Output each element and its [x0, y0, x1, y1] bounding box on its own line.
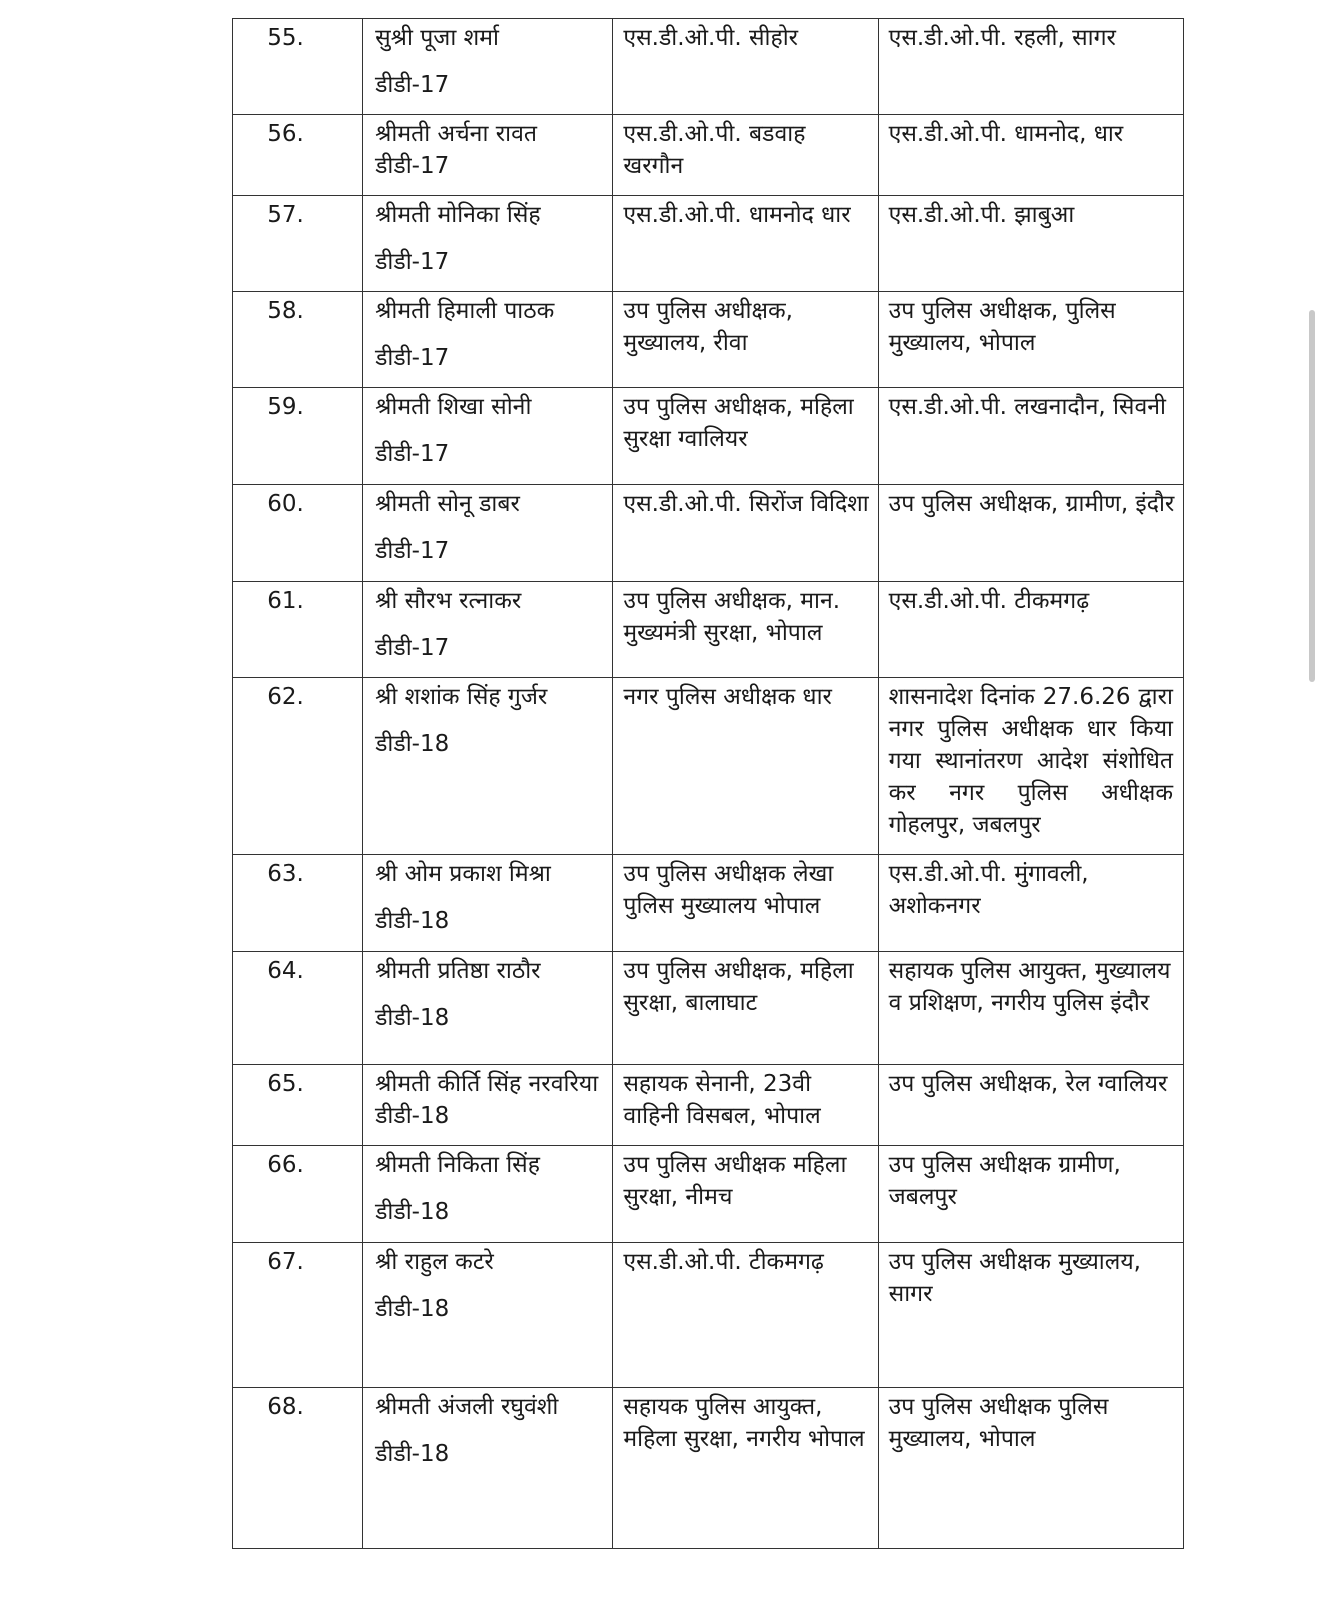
officer-designation: डीडी-17 — [375, 635, 450, 661]
officer-cell — [363, 855, 613, 952]
current-posting: उप पुलिस अधीक्षक, मुख्यालय, रीवा — [613, 292, 878, 388]
serial-number: 64. — [233, 952, 363, 1065]
officer-designation: डीडी-18 — [375, 731, 450, 757]
officer-designation: डीडी-18 — [375, 1103, 450, 1129]
current-posting: उप पुलिस अधीक्षक महिला सुरक्षा, नीमच — [613, 1146, 878, 1243]
table-row — [233, 485, 1184, 582]
serial-number: 68. — [233, 1388, 363, 1549]
officer-name: श्रीमती मोनिका सिंह — [375, 202, 541, 228]
officer-cell — [363, 19, 613, 115]
table-row — [233, 1146, 1184, 1243]
new-posting: उप पुलिस अधीक्षक पुलिस मुख्यालय, भोपाल — [878, 1388, 1183, 1549]
table-row — [233, 678, 1184, 855]
new-posting: शासनादेश दिनांक 27.6.26 द्वारा नगर पुलिस अधीक्षक धार किया गया स्थानांतरण आदेश संशोधित कर नगर पुलिस अधीक्षक गोहलपुर, जबलपुर — [878, 678, 1183, 855]
officer-cell — [363, 952, 613, 1065]
officer-name: श्री राहुल कटरे — [375, 1249, 494, 1275]
officer-name: श्रीमती कीर्ति सिंह नरवरिया — [375, 1071, 599, 1097]
officer-cell — [363, 292, 613, 388]
current-posting: उप पुलिस अधीक्षक, महिला सुरक्षा, बालाघाट — [613, 952, 878, 1065]
current-posting: सहायक सेनानी, 23वी वाहिनी विसबल, भोपाल — [613, 1065, 878, 1146]
table-row — [233, 19, 1184, 115]
vertical-scrollbar[interactable] — [1304, 0, 1320, 1623]
new-posting: एस.डी.ओ.पी. टीकमगढ़ — [878, 582, 1183, 678]
officer-designation: डीडी-18 — [375, 1296, 450, 1322]
serial-number: 65. — [233, 1065, 363, 1146]
table-row — [233, 1243, 1184, 1388]
officer-cell — [363, 388, 613, 485]
table-row — [233, 196, 1184, 292]
serial-number: 55. — [233, 19, 363, 115]
officer-designation: डीडी-17 — [375, 441, 450, 467]
officer-name: श्रीमती शिखा सोनी — [375, 394, 532, 420]
officer-name: सुश्री पूजा शर्मा — [375, 25, 499, 51]
new-posting: उप पुलिस अधीक्षक ग्रामीण, जबलपुर — [878, 1146, 1183, 1243]
current-posting: सहायक पुलिस आयुक्त, महिला सुरक्षा, नगरीय भोपाल — [613, 1388, 878, 1549]
current-posting: उप पुलिस अधीक्षक लेखा पुलिस मुख्यालय भोपाल — [613, 855, 878, 952]
officer-name: श्री ओम प्रकाश मिश्रा — [375, 861, 551, 887]
officer-designation: डीडी-17 — [375, 538, 450, 564]
officer-name: श्री सौरभ रत्नाकर — [375, 588, 522, 614]
current-posting: उप पुलिस अधीक्षक, मान. मुख्यमंत्री सुरक्षा, भोपाल — [613, 582, 878, 678]
table-row — [233, 292, 1184, 388]
table-row — [233, 952, 1184, 1065]
officer-cell — [363, 115, 613, 196]
table-row — [233, 582, 1184, 678]
serial-number: 63. — [233, 855, 363, 952]
new-posting: उप पुलिस अधीक्षक, रेल ग्वालियर — [878, 1065, 1183, 1146]
officer-name: श्रीमती प्रतिष्ठा राठौर — [375, 958, 541, 984]
new-posting: उप पुलिस अधीक्षक, पुलिस मुख्यालय, भोपाल — [878, 292, 1183, 388]
officer-cell — [363, 1243, 613, 1388]
officer-cell — [363, 1388, 613, 1549]
officer-cell — [363, 196, 613, 292]
table-row — [233, 855, 1184, 952]
current-posting: एस.डी.ओ.पी. सिरोंज विदिशा — [613, 485, 878, 582]
new-posting: सहायक पुलिस आयुक्त, मुख्यालय व प्रशिक्षण, नगरीय पुलिस इंदौर — [878, 952, 1183, 1065]
serial-number: 66. — [233, 1146, 363, 1243]
officer-cell — [363, 1065, 613, 1146]
scrollbar-thumb[interactable] — [1309, 310, 1315, 682]
table-row — [233, 388, 1184, 485]
table-row — [233, 115, 1184, 196]
current-posting: नगर पुलिस अधीक्षक धार — [613, 678, 878, 855]
new-posting: उप पुलिस अधीक्षक, ग्रामीण, इंदौर — [878, 485, 1183, 582]
current-posting: एस.डी.ओ.पी. धामनोद धार — [613, 196, 878, 292]
officer-name: श्री शशांक सिंह गुर्जर — [375, 684, 548, 710]
current-posting: उप पुलिस अधीक्षक, महिला सुरक्षा ग्वालियर — [613, 388, 878, 485]
officer-name: श्रीमती हिमाली पाठक — [375, 298, 555, 324]
officer-designation: डीडी-18 — [375, 1199, 450, 1225]
serial-number: 57. — [233, 196, 363, 292]
officer-name: श्रीमती निकिता सिंह — [375, 1152, 540, 1178]
officer-cell — [363, 678, 613, 855]
serial-number: 60. — [233, 485, 363, 582]
current-posting: एस.डी.ओ.पी. टीकमगढ़ — [613, 1243, 878, 1388]
current-posting: एस.डी.ओ.पी. बडवाह खरगौन — [613, 115, 878, 196]
officer-cell — [363, 1146, 613, 1243]
officer-cell — [363, 485, 613, 582]
serial-number: 62. — [233, 678, 363, 855]
officer-name: श्रीमती अंजली रघुवंशी — [375, 1394, 559, 1420]
officer-designation: डीडी-18 — [375, 1005, 450, 1031]
serial-number: 56. — [233, 115, 363, 196]
officer-designation: डीडी-17 — [375, 72, 450, 98]
officer-name: श्रीमती अर्चना रावत — [375, 121, 537, 147]
officer-designation: डीडी-18 — [375, 908, 450, 934]
officer-designation: डीडी-17 — [375, 249, 450, 275]
new-posting: एस.डी.ओ.पी. झाबुआ — [878, 196, 1183, 292]
transfer-table — [232, 18, 1184, 1549]
officer-designation: डीडी-17 — [375, 153, 450, 179]
new-posting: एस.डी.ओ.पी. रहली, सागर — [878, 19, 1183, 115]
serial-number: 58. — [233, 292, 363, 388]
table-row — [233, 1065, 1184, 1146]
serial-number: 61. — [233, 582, 363, 678]
officer-designation: डीडी-17 — [375, 345, 450, 371]
table-row — [233, 1388, 1184, 1549]
new-posting: एस.डी.ओ.पी. धामनोद, धार — [878, 115, 1183, 196]
current-posting: एस.डी.ओ.पी. सीहोर — [613, 19, 878, 115]
serial-number: 67. — [233, 1243, 363, 1388]
new-posting: एस.डी.ओ.पी. लखनादौन, सिवनी — [878, 388, 1183, 485]
new-posting: एस.डी.ओ.पी. मुंगावली, अशोकनगर — [878, 855, 1183, 952]
officer-name: श्रीमती सोनू डाबर — [375, 491, 520, 517]
serial-number: 59. — [233, 388, 363, 485]
officer-designation: डीडी-18 — [375, 1441, 450, 1467]
new-posting: उप पुलिस अधीक्षक मुख्यालय, सागर — [878, 1243, 1183, 1388]
officer-cell — [363, 582, 613, 678]
